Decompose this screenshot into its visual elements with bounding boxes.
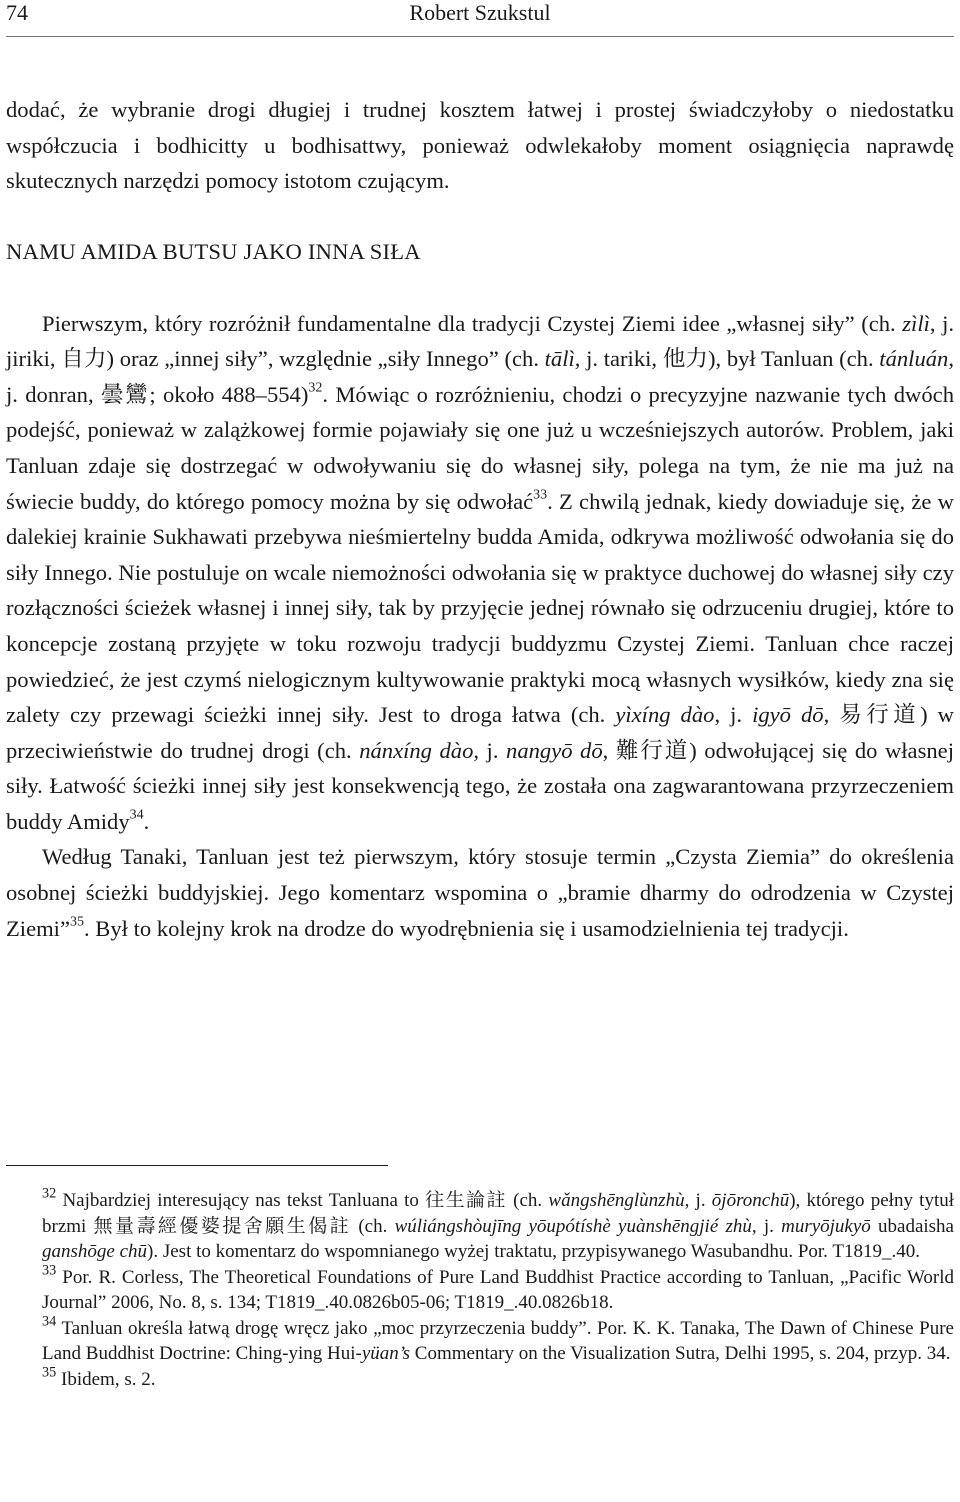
p2-term: tánluán xyxy=(879,346,949,372)
running-head-author: Robert Szukstul xyxy=(409,0,551,25)
p2-term: nangyō dō xyxy=(506,737,603,763)
page-header xyxy=(0,0,960,26)
fn-text: Ibidem, s. 2. xyxy=(56,1368,156,1390)
fn-term: ōjōronchū xyxy=(711,1190,790,1211)
fn-text: Por. R. Corless, The Theoretical Foundations of Pure Land Buddhist Practice according to Tanluan, „Pacific World Journal” 2006, No. 8, s. 134; T1819_.40.0826b05-06; T1819_.40.0826b18. xyxy=(42,1266,954,1313)
footnote-number: 35 xyxy=(42,1363,57,1380)
footnote-34 xyxy=(6,1312,954,1367)
p2-text: Pierwszym, który rozróżnił fundamentalne dla tradycji Czystej Ziemi idee „własnej siły” (ch. xyxy=(42,310,903,336)
footnote-ref-34: 34 xyxy=(129,807,144,823)
footnote-ref-32: 32 xyxy=(308,380,323,396)
footnote-ref-33: 33 xyxy=(533,487,548,503)
p2-text: , j. donran, 曇鸞; około 488–554) xyxy=(6,346,954,407)
p2-term: igyō dō xyxy=(752,702,824,728)
fn-term: ganshōge chū xyxy=(42,1241,148,1262)
footnote-number: 32 xyxy=(42,1185,57,1202)
footnote-35 xyxy=(6,1363,954,1393)
p2-term: nánxíng dào xyxy=(359,737,474,763)
paragraph-1: dodać, że wybranie drogi długiej i trudnej kosztem łatwej i prostej świadczyłoby o niedostatku współczucia i bodhicitty u bodhisattwy, ponieważ odwlekałoby moment osiągnięcia naprawdę skutecznych narzędzi pomocy istotom czującym. xyxy=(6,97,954,194)
page-number: 74 xyxy=(6,0,28,25)
fn-text: , j. xyxy=(751,1215,782,1237)
fn-text: ), którego pełny tytuł brzmi 無量壽經優婆提舍願生偈註 (ch. xyxy=(42,1190,954,1237)
header-rule xyxy=(6,36,954,37)
fn-text: Tanluan określa łatwą drogę wręcz jako „moc przyrzeczenia buddy”. Por. K. K. Tanaka, The Dawn of Chinese Pure Land Buddhist Doctrine: Ching-ying Hui- xyxy=(42,1317,954,1364)
paragraph-2 xyxy=(6,306,954,840)
fn-text: ubadaisha xyxy=(870,1215,954,1237)
fn-term: wúliángshòujīng yōupótíshè yuànshēngjié zhù xyxy=(394,1215,752,1237)
footnote-32 xyxy=(6,1185,954,1265)
p2-text: . xyxy=(143,808,150,834)
p2-term: tālì xyxy=(544,346,575,372)
footnote-separator xyxy=(6,1165,388,1166)
fn-term: muryōjukyō xyxy=(781,1215,871,1237)
footnote-number: 34 xyxy=(42,1312,57,1329)
p3-text: Według Tanaki, Tanluan jest też pierwszym, który stosuje termin „Czysta Ziemia” do określenia osobnej ścieżki buddyjskiej. Jego komentarz wspomina o „bramie dharmy do odrodzenia w Czystej Ziemi” xyxy=(6,844,954,941)
p2-text: . Z chwilą jednak, kiedy dowiaduje się, że w dalekiej krainie Sukhawati przebywa nieśmiertelny budda Amida, odkrywa możliwość odwołania się do siły Innego. Nie postuluje on wcale niemożności odwołania się w praktyce duchowej do własnej siły czy rozłączności ścieżek własnej i innej siły, tak by przyjęcie jednej równało się odrzuceniu drugiej, które to koncepcje zostaną przyjęte w toku rozwoju tradycji buddyzmu Czystej Ziemi. Tanluan chce raczej powiedzieć, że jest czymś nielogicznym kultywowanie praktyki mocą własnych wysiłków, kiedy zna się zalety czy przewagi ścieżki innej siły. Jest to droga łatwa (ch. xyxy=(6,488,954,728)
p2-text: , j. xyxy=(473,737,507,763)
p2-term: zìlì xyxy=(902,310,930,336)
main-text xyxy=(6,92,954,946)
fn-text: ). Jest to komentarz do wspomnianego wyżej traktatu, przypisywanego Wasubandhu. Por. T1819_.40. xyxy=(147,1241,920,1262)
fn-term: yüan’s xyxy=(361,1343,411,1364)
p2-text: , j. xyxy=(714,702,753,728)
p2-text: , 易行道) w przeciwieństwie do trudnej drogi (ch. xyxy=(6,702,954,763)
paragraph-3 xyxy=(6,839,954,946)
p2-text: , j. tariki, 他力), był Tanluan (ch. xyxy=(574,346,880,372)
footnotes xyxy=(6,1185,954,1392)
p2-text: . Mówiąc o rozróżnieniu, chodzi o precyzyjne nazwanie tych dwóch podejść, ponieważ w zalążkowej formie pojawiały się one już u wcześniejszych autorów. Problem, jaki Tanluan zdaje się dostrzegać w odwoływaniu się do własnej siły, polega na tym, że nie ma już na świecie buddy, do którego pomocy można by się odwołać xyxy=(6,381,954,514)
footnote-33 xyxy=(6,1261,954,1316)
p2-term: yìxíng dào xyxy=(615,702,715,728)
p3-text: . Był to kolejny krok na drodze do wyodrębnienia się i usamodzielnienia tej tradycji. xyxy=(84,915,849,941)
p2-text: , 難行道) odwołującej się do własnej siły. Łatwość ścieżki innej siły jest konsekwencją tego, że została ona zagwarantowana przyrzeczeniem buddy Amidy xyxy=(6,737,954,834)
section-heading: NAMU AMIDA BUTSU JAKO INNA SIŁA xyxy=(6,239,421,265)
fn-text: Najbardziej interesujący nas tekst Tanluana to 往生論註 (ch. xyxy=(56,1190,549,1211)
fn-term: wǎngshēnglùnzhù xyxy=(548,1190,685,1211)
footnote-ref-35: 35 xyxy=(70,914,84,930)
p2-text: , j. jiriki, 自力) oraz „innej siły”, względnie „siły Innego” (ch. xyxy=(6,310,954,372)
fn-text: , j. xyxy=(684,1190,712,1211)
fn-text: Commentary on the Visualization Sutra, Delhi 1995, s. 204, przyp. 34. xyxy=(410,1343,951,1364)
footnote-number: 33 xyxy=(42,1261,57,1278)
